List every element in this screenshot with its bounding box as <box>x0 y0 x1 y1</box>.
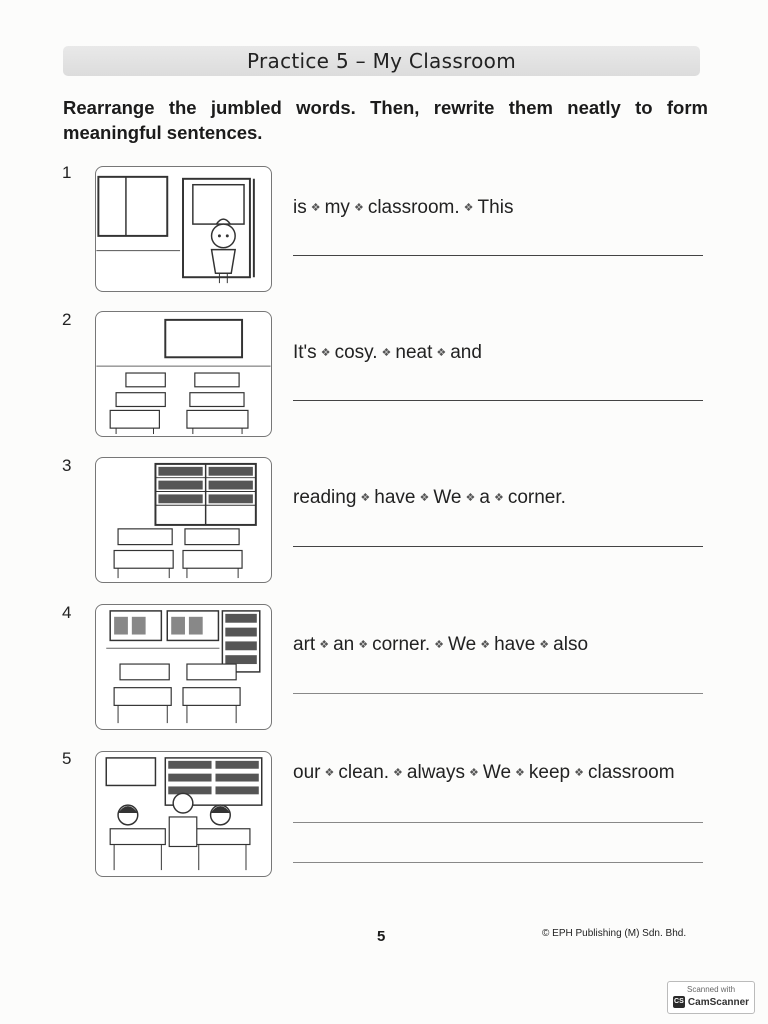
word: classroom <box>588 762 675 783</box>
classroom-desks-illustration <box>96 312 271 436</box>
separator-icon: ❖ <box>465 492 476 504</box>
word: classroom. <box>367 197 460 218</box>
word: also <box>553 634 589 655</box>
word: have <box>494 634 536 655</box>
scanner-brand-name: CamScanner <box>687 996 750 1008</box>
question-number: 2 <box>62 310 72 329</box>
scanner-brand <box>668 996 754 1008</box>
copyright-notice: © EPH Publishing (M) Sdn. Bhd. <box>542 928 687 939</box>
word: and <box>450 342 482 363</box>
word: cosy. <box>334 342 378 363</box>
separator-icon: ❖ <box>320 347 331 359</box>
answer-line[interactable] <box>293 693 703 694</box>
jumbled-sentence-2 <box>293 342 482 364</box>
page-number: 5 <box>377 928 386 945</box>
classroom-desks-whiteboard-picture <box>95 311 272 437</box>
jumbled-sentence-1 <box>293 197 513 219</box>
separator-icon: ❖ <box>574 767 584 779</box>
separator-icon: ❖ <box>310 202 321 214</box>
word: our <box>293 762 321 783</box>
word: art <box>293 634 316 655</box>
word: corner. <box>507 487 566 508</box>
page-title: Practice 5 – My Classroom <box>247 49 516 73</box>
word: always <box>406 762 465 783</box>
separator-icon: ❖ <box>493 492 504 504</box>
word: my <box>324 197 350 218</box>
word: a <box>479 487 490 508</box>
answer-line[interactable] <box>293 862 703 863</box>
separator-icon: ❖ <box>539 639 550 651</box>
answer-line[interactable] <box>293 546 703 547</box>
separator-icon: ❖ <box>353 202 364 214</box>
word: neat <box>395 342 433 363</box>
camscanner-logo-icon: CS <box>673 996 685 1008</box>
girl-at-classroom-door-picture <box>95 166 272 292</box>
word: We <box>433 487 462 508</box>
separator-icon: ❖ <box>360 492 371 504</box>
jumbled-sentence-4 <box>293 634 588 656</box>
separator-icon: ❖ <box>436 347 447 359</box>
children-in-classroom-picture <box>95 751 272 877</box>
separator-icon: ❖ <box>480 639 491 651</box>
art-corner-picture <box>95 604 272 730</box>
word: clean. <box>338 762 390 783</box>
word: have <box>374 487 416 508</box>
word: We <box>448 634 477 655</box>
word: This <box>477 197 514 218</box>
classroom-door-illustration <box>96 167 271 291</box>
scanner-caption: Scanned with <box>686 985 736 994</box>
children-classroom-illustration <box>96 752 271 876</box>
answer-line[interactable] <box>293 400 703 401</box>
word: We <box>482 762 512 783</box>
word: corner. <box>372 634 431 655</box>
word: is <box>293 197 307 218</box>
answer-line[interactable] <box>293 255 703 256</box>
jumbled-sentence-3 <box>293 487 566 509</box>
question-number: 4 <box>62 603 72 622</box>
reading-corner-bookshelf-picture <box>95 457 272 583</box>
instruction-text: Rearrange the jumbled words. Then, rewrite them neatly to form meaningful sentences. <box>63 97 708 143</box>
word: reading <box>293 487 357 508</box>
word: an <box>333 634 355 655</box>
separator-icon: ❖ <box>419 492 430 504</box>
camscanner-badge <box>667 981 755 1014</box>
separator-icon: ❖ <box>381 347 392 359</box>
bookshelf-illustration <box>96 458 271 582</box>
jumbled-sentence-5 <box>293 762 675 784</box>
separator-icon: ❖ <box>463 202 474 214</box>
art-corner-illustration <box>96 605 271 729</box>
separator-icon: ❖ <box>515 767 525 779</box>
separator-icon: ❖ <box>469 767 479 779</box>
title-bar <box>63 46 700 76</box>
word: keep <box>528 762 571 783</box>
separator-icon: ❖ <box>358 639 369 651</box>
question-number: 3 <box>62 456 72 475</box>
separator-icon: ❖ <box>393 767 403 779</box>
question-number: 1 <box>62 163 72 182</box>
separator-icon: ❖ <box>324 767 335 779</box>
word: It's <box>293 342 317 363</box>
separator-icon: ❖ <box>319 639 330 651</box>
separator-icon: ❖ <box>434 639 445 651</box>
answer-line[interactable] <box>293 822 703 823</box>
question-number: 5 <box>62 749 72 768</box>
